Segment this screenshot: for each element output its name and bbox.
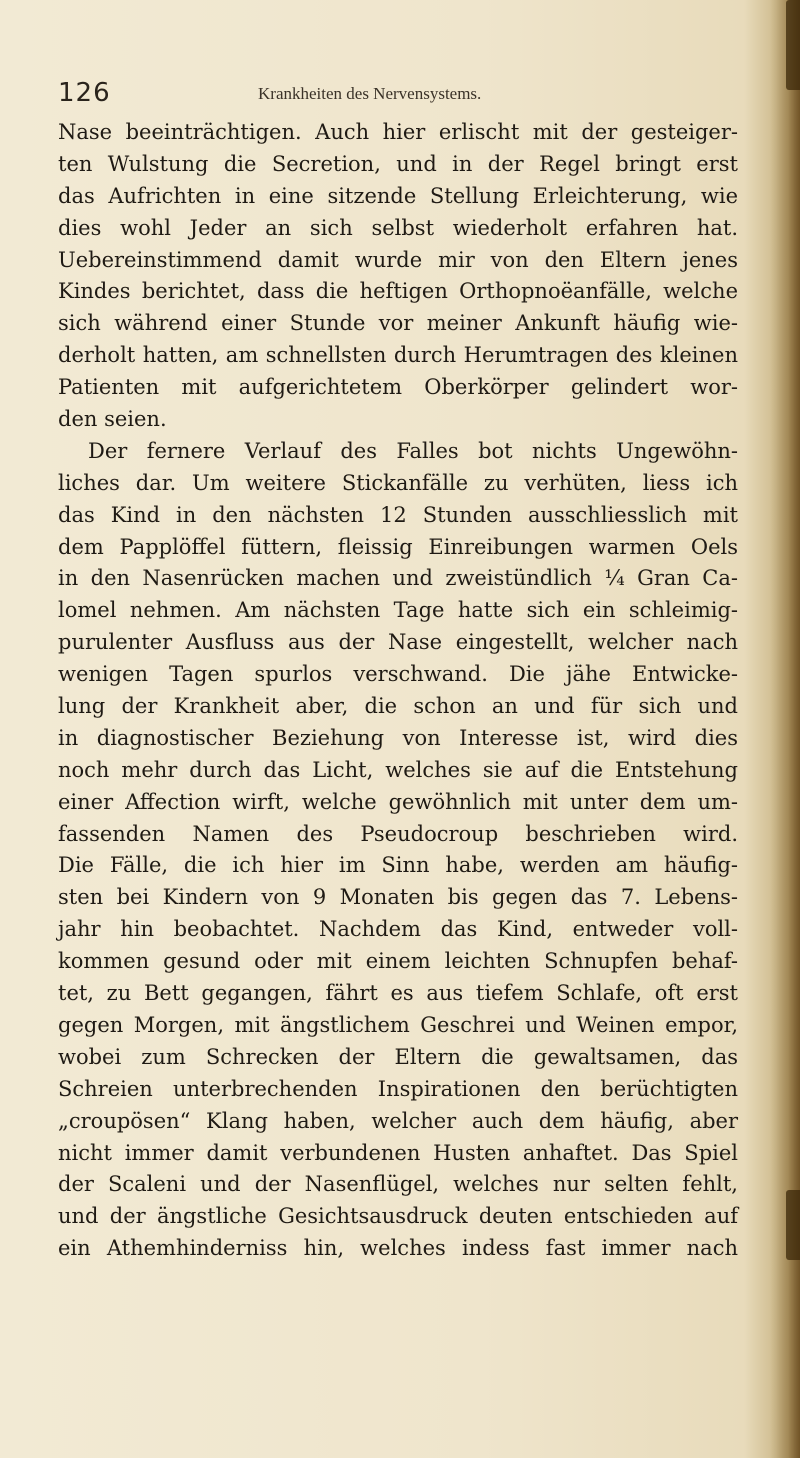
- text-line: tet, zu Bett gegangen, fährt es aus tiefem Schlafe, oft erst: [58, 981, 738, 1006]
- page-header: [58, 78, 758, 112]
- page-edge-stain: [786, 0, 800, 90]
- text-line: Die Fälle, die ich hier im Sinn habe, werden am häufig-: [58, 853, 738, 878]
- text-line: das Aufrichten in eine sitzende Stellung Erleichterung, wie: [58, 183, 738, 208]
- text-line: und der ängstliche Gesichtsausdruck deuten entschieden auf: [58, 1204, 738, 1229]
- page-edge-stain: [786, 1190, 800, 1260]
- text-line: Der fernere Verlauf des Falles bot nichts Ungewöhn-: [88, 438, 738, 463]
- text-line: „croupösen“ Klang haben, welcher auch dem häufig, aber: [58, 1108, 738, 1133]
- text-line: purulenter Ausfluss aus der Nase eingestellt, welcher nach: [58, 630, 738, 655]
- text-line: nicht immer damit verbundenen Husten anhaftet. Das Spiel: [58, 1140, 738, 1165]
- text-line: liches dar. Um weitere Stickanfälle zu verhüten, liess ich: [58, 470, 738, 495]
- text-line: das Kind in den nächsten 12 Stunden ausschliesslich mit: [58, 502, 738, 527]
- text-line: der Scaleni und der Nasenflügel, welches nur selten fehlt,: [58, 1172, 738, 1197]
- body-text: [58, 117, 738, 1265]
- text-line: wobei zum Schrecken der Eltern die gewaltsamen, das: [58, 1044, 738, 1069]
- text-line: ten Wulstung die Secretion, und in der Regel bringt erst: [58, 151, 738, 176]
- text-line: ein Athemhinderniss hin, welches indess fast immer nach: [58, 1236, 738, 1261]
- text-line: noch mehr durch das Licht, welches sie auf die Entstehung: [58, 757, 738, 782]
- page-number: 126: [58, 78, 111, 108]
- text-line: Nase beeinträchtigen. Auch hier erlischt mit der gesteiger-: [58, 120, 738, 144]
- text-line: dies wohl Jeder an sich selbst wiederholt erfahren hat.: [58, 215, 738, 240]
- text-line: Uebereinstimmend damit wurde mir von den Eltern jenes: [58, 247, 738, 272]
- text-line: einer Affection wirft, welche gewöhnlich mit unter dem um-: [58, 789, 738, 814]
- text-line: wenigen Tagen spurlos verschwand. Die jähe Entwicke-: [58, 662, 738, 687]
- text-line: Schreien unterbrechenden Inspirationen den berüchtigten: [58, 1076, 738, 1101]
- text-line: lomel nehmen. Am nächsten Tage hatte sich ein schleimig-: [58, 598, 738, 623]
- text-line: dem Papplöffel füttern, fleissig Einreibungen warmen Oels: [58, 534, 738, 559]
- text-line: jahr hin beobachtet. Nachdem das Kind, entweder voll-: [58, 917, 738, 942]
- text-line: in den Nasenrücken machen und zweistündlich ¼ Gran Ca-: [58, 566, 738, 591]
- text-line: Kindes berichtet, dass die heftigen Orthopnoëanfälle, welche: [58, 279, 738, 304]
- text-line: lung der Krankheit aber, die schon an und für sich und: [58, 694, 738, 719]
- running-title: Krankheiten des Nervensystems.: [258, 84, 482, 103]
- text-line: in diagnostischer Beziehung von Interesse ist, wird dies: [58, 725, 738, 750]
- text-line: den seien.: [58, 407, 167, 432]
- text-line: sich während einer Stunde vor meiner Ankunft häufig wie-: [58, 311, 738, 336]
- text-line: sten bei Kindern von 9 Monaten bis gegen das 7. Lebens-: [58, 885, 738, 910]
- text-line: kommen gesund oder mit einem leichten Schnupfen behaf-: [58, 949, 738, 974]
- text-line: Patienten mit aufgerichtetem Oberkörper gelindert wor-: [58, 375, 738, 400]
- text-line: fassenden Namen des Pseudocroup beschrieben wird.: [58, 821, 738, 846]
- text-line: gegen Morgen, mit ängstlichem Geschrei und Weinen empor,: [58, 1012, 738, 1037]
- text-line: derholt hatten, am schnellsten durch Herumtragen des kleinen: [58, 343, 738, 368]
